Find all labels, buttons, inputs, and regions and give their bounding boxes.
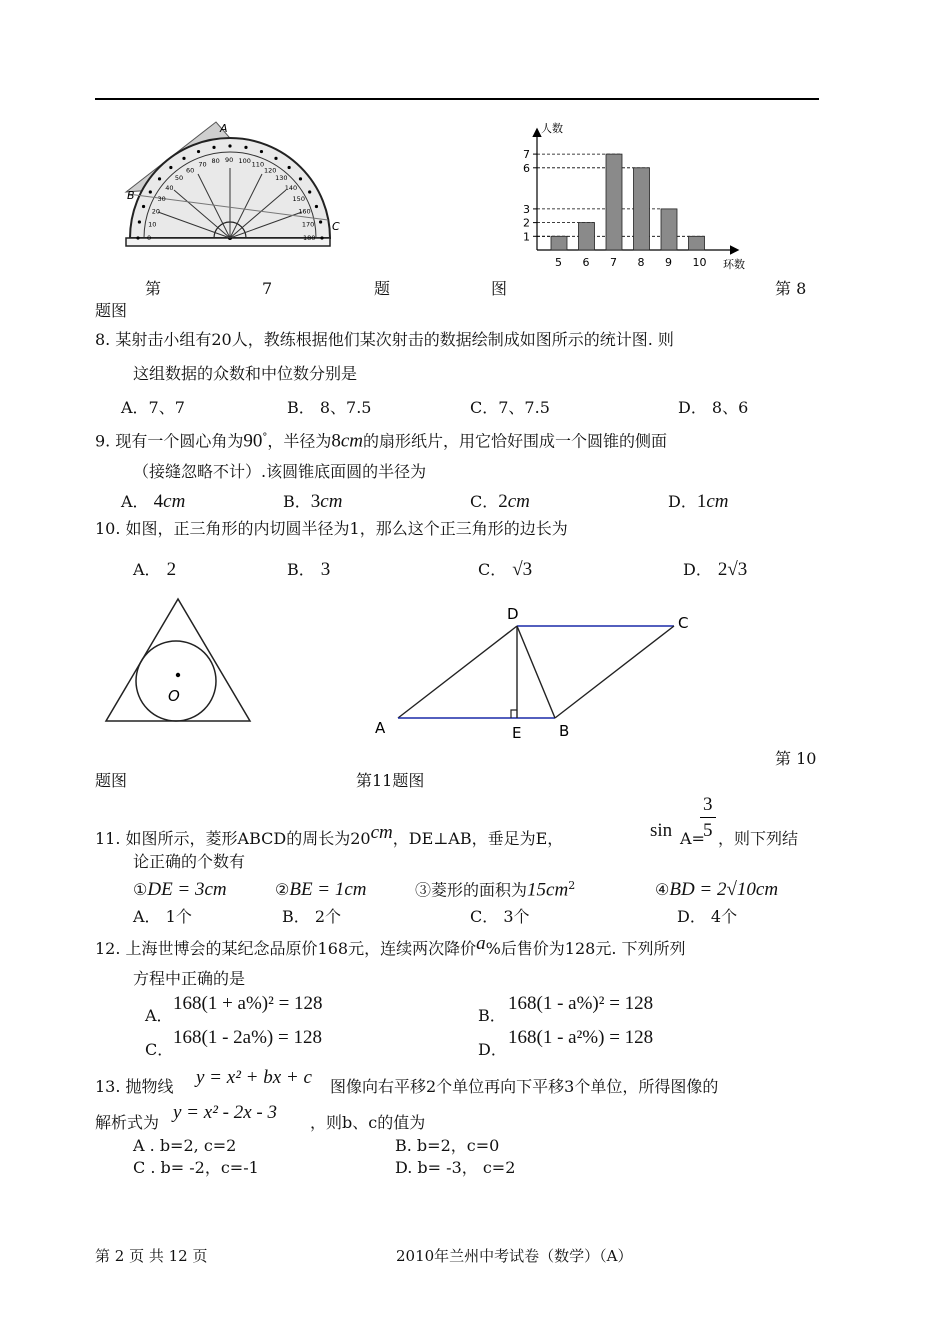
- y-tick-label: 7: [523, 148, 530, 162]
- fig7-point-c: C: [332, 220, 340, 233]
- q13-stem-b: 图像向右平移2个单位再向下平移3个单位，所得图像的: [330, 1077, 719, 1096]
- scale-label: 90: [225, 156, 234, 164]
- q10-option-a: A． 2: [133, 559, 177, 580]
- scale-dot: [212, 146, 215, 149]
- scale-label: 60: [186, 166, 195, 175]
- scale-dot: [315, 205, 318, 208]
- q8-option-b: B． 8、7.5: [287, 398, 372, 417]
- fig7-protractor: [118, 112, 348, 252]
- scale-dot: [299, 177, 302, 180]
- incircle: [136, 641, 216, 721]
- scale-dot: [228, 144, 231, 147]
- fig7-point-a: A: [220, 122, 228, 135]
- q13-stem2-a: 解析式为: [95, 1113, 160, 1132]
- q11-stem-c: ，则下列结: [718, 829, 799, 848]
- scale-dot: [158, 177, 161, 180]
- fig11-rhombus: [370, 602, 700, 747]
- y-axis-label: 人数: [541, 122, 563, 135]
- scale-label: 80: [211, 157, 220, 166]
- q9-option-d: D．1cm: [668, 491, 729, 512]
- scale-dot: [182, 157, 185, 160]
- fig7-caption-4: 图: [491, 279, 508, 298]
- fig11-label-e: E: [512, 724, 522, 742]
- q9-option-a: A． 4cm: [121, 491, 186, 512]
- q11-option-d: D． 4个: [677, 907, 738, 926]
- fig11-label-c: C: [678, 614, 689, 632]
- q12-option-a-label: A．: [145, 1006, 173, 1025]
- scale-dot: [197, 150, 200, 153]
- scale-dot: [244, 146, 247, 149]
- q13-expr1: y = x² + bx + c: [196, 1067, 312, 1088]
- q9-stem-a: 9. 现有一个圆心角为: [95, 431, 244, 451]
- fig7-caption-3: 题: [374, 279, 391, 298]
- incircle-center: [176, 673, 180, 677]
- q12-option-d-expr: 168(1 - a²%) = 128: [508, 1027, 654, 1048]
- scale-dot: [138, 220, 141, 223]
- q12-var: a: [476, 933, 486, 954]
- bar-6: [579, 223, 595, 250]
- scale-dot: [136, 236, 139, 239]
- q11-option-b: B． 2个: [282, 907, 342, 926]
- q12-option-d-label: D．: [478, 1040, 507, 1059]
- q11-statement-3: ③菱形的面积为$15cm^2$: [415, 879, 576, 901]
- footer-exam-title: 2010年兰州中考试卷（数学）（A）: [396, 1247, 633, 1265]
- q11-stem-line1: [95, 822, 564, 849]
- scale-dot: [308, 190, 311, 193]
- bar-10: [689, 236, 705, 250]
- fig8-bar-chart: [515, 116, 775, 276]
- fig10-caption: 第 10: [775, 749, 817, 768]
- fig11-caption: 第11题图: [356, 771, 425, 790]
- x-tick-label: 8: [637, 256, 645, 269]
- q12-stem-line2: 方程中正确的是: [133, 969, 246, 988]
- q9-option-c: C．2cm: [470, 491, 530, 512]
- x-tick-label: 6: [582, 256, 590, 269]
- q9-stem-line1: [95, 428, 667, 451]
- fig11-label-d: D: [507, 605, 519, 623]
- q13-option-a: A . b=2, c=2: [133, 1136, 237, 1155]
- fig7-point-b: B: [127, 189, 135, 202]
- scale-label: 150: [292, 195, 305, 203]
- q10-stem: 10. 如图，正三角形的内切圆半径为1，那么这个正三角形的边长为: [95, 519, 568, 538]
- fig8-caption-wrap: 题图: [95, 301, 128, 320]
- scale-label: 100: [238, 157, 251, 166]
- scale-label: 110: [251, 160, 265, 169]
- q11-stem-line2: 论正确的个数有: [133, 852, 246, 871]
- q8-stem-line1: 8. 某射击小组有20人，教练根据他们某次射击的数据绘制成如图所示的统计图. 则: [95, 330, 674, 349]
- fig8-caption: 第 8: [775, 279, 807, 298]
- fig10-triangle-incircle: [100, 595, 256, 725]
- y-tick-label: 1: [523, 230, 530, 244]
- x-axis-label: 环数: [723, 258, 745, 271]
- fig7-caption-1: 第: [145, 279, 162, 298]
- q11-frac-bar: [700, 817, 716, 818]
- scale-label: 170: [301, 220, 315, 229]
- scale-dot: [142, 205, 145, 208]
- q8-stem-line2: 这组数据的众数和中位数分别是: [133, 364, 358, 383]
- header-rule: [95, 98, 819, 100]
- fig11-label-b: B: [559, 722, 570, 740]
- scale-dot: [319, 220, 322, 223]
- bar-7: [606, 154, 622, 250]
- q11-stem-b: ，DE⊥AB，垂足为E，: [392, 829, 564, 848]
- y-tick-label: 2: [523, 216, 530, 230]
- scale-dot: [274, 157, 277, 160]
- scale-label: 140: [284, 183, 298, 192]
- q10-option-b: B． 3: [287, 559, 331, 580]
- x-tick-label: 5: [555, 256, 562, 269]
- q13-option-d: D. b= -3， c=2: [395, 1158, 516, 1177]
- q13-option-c: C . b= -2，c=-1: [133, 1158, 259, 1177]
- q12-option-c-label: C．: [145, 1040, 174, 1059]
- scale-label: 0: [147, 234, 152, 242]
- q11-unit: cm: [370, 822, 393, 843]
- scale-label: 30: [157, 195, 166, 203]
- x-tick-label: 10: [692, 256, 707, 269]
- q11-option-a: A． 1个: [133, 907, 192, 926]
- q9-option-b: B．3cm: [283, 491, 343, 512]
- bar-5: [551, 236, 567, 250]
- q13-expr2: y = x² - 2x - 3: [173, 1102, 277, 1123]
- q9-angle-degree: °: [262, 432, 268, 443]
- q9-unit: cm: [340, 430, 364, 452]
- q8-option-a: A．7、7: [121, 398, 185, 417]
- q12-option-b-expr: 168(1 - a%)² = 128: [508, 993, 654, 1014]
- q9-radius: 8: [331, 430, 341, 452]
- q11-statement-4: ④BD = 2√10cm: [655, 879, 779, 900]
- fig10-center-label: O: [168, 687, 180, 705]
- q9-stem-c: 的扇形纸片，用它恰好围成一个圆锥的侧面: [363, 431, 668, 451]
- q10-option-c: C． √3: [478, 559, 533, 580]
- scale-label: 50: [174, 174, 184, 183]
- scale-dot: [169, 166, 172, 169]
- q12-stem-line1: 12. 上海世博会的某纪念品原价168元，连续两次降价a%后售价为128元. 下列所列: [95, 933, 686, 958]
- q8-option-d: D． 8、6: [678, 398, 749, 417]
- y-tick-label: 6: [523, 161, 530, 175]
- q13-option-b: B. b=2，c=0: [395, 1136, 500, 1155]
- scale-dot: [260, 150, 263, 153]
- q12-option-b-label: B．: [478, 1006, 506, 1025]
- fig11-label-a: A: [375, 719, 386, 737]
- q11-sin: sin: [650, 820, 673, 841]
- scale-dot: [288, 166, 291, 169]
- x-tick-label: 9: [665, 256, 672, 269]
- q11-stem-a: 11. 如图所示，菱形ABCD的周长为20: [95, 829, 371, 848]
- q9-stem-line2: （接缝忽略不计）.该圆锥底面圆的半径为: [133, 462, 427, 481]
- scale-label: 120: [264, 166, 277, 175]
- q12-option-c-expr: 168(1 - 2a%) = 128: [173, 1027, 322, 1048]
- y-tick-label: 3: [523, 202, 530, 216]
- scale-label: 70: [198, 160, 207, 169]
- bar-8: [634, 168, 650, 250]
- q9-angle: 90: [243, 430, 263, 452]
- bar-9: [661, 209, 677, 250]
- q9-stem-b: ，半径为: [267, 431, 332, 451]
- x-tick-label: 7: [610, 256, 617, 269]
- q11-statement-2: ②BE = 1cm: [275, 879, 367, 900]
- scale-label: 160: [298, 207, 311, 216]
- q11-frac-num: 3: [703, 794, 713, 815]
- scale-dot: [320, 236, 323, 239]
- q8-option-c: C．7、7.5: [470, 398, 550, 417]
- q10-option-d: D． 2√3: [683, 559, 748, 580]
- q11-frac-den: 5: [703, 820, 713, 841]
- q12-option-a-expr: 168(1 + a%)² = 128: [173, 993, 323, 1014]
- q11-sin-arg: A=: [680, 829, 705, 848]
- fig10-caption-wrap: 题图: [95, 771, 128, 790]
- footer-page-number: 第 2 页 共 12 页: [95, 1247, 208, 1265]
- scale-dot: [149, 190, 152, 193]
- fig7-caption-2: 7: [262, 279, 273, 298]
- q13-stem-a: 13. 抛物线: [95, 1077, 174, 1096]
- diagonal-db: [517, 626, 555, 718]
- scale-label: 40: [165, 183, 174, 192]
- q13-stem2-b: ，则b、c的值为: [310, 1113, 426, 1132]
- scale-label: 20: [151, 207, 160, 216]
- q11-statement-1: ①DE = 3cm: [133, 879, 227, 900]
- q11-option-c: C． 3个: [470, 907, 530, 926]
- scale-label: 10: [148, 220, 157, 229]
- scale-label: 130: [275, 174, 288, 183]
- scale-label: 180: [303, 234, 316, 242]
- right-angle-mark: [511, 710, 517, 718]
